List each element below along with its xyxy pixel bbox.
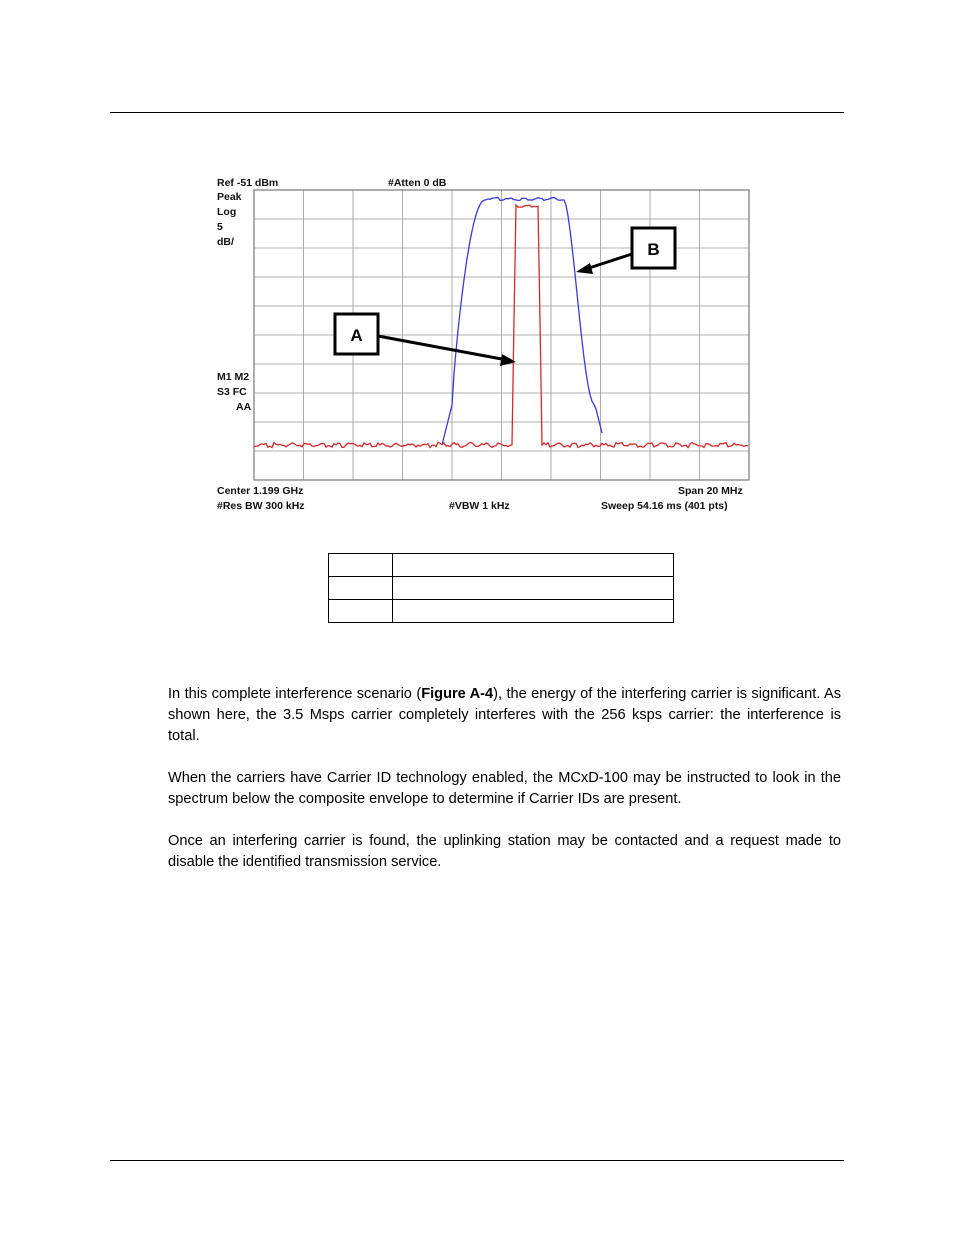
paragraph-carrier-id: When the carriers have Carrier ID technology enabled, the MCxD-100 may be instructed to look in the spectrum below the composite envelope to determine if Carrier IDs are present.: [168, 770, 841, 807]
spectrum-plot: [210, 170, 770, 520]
ref-level-label: Ref -51 dBm: [217, 177, 279, 189]
scale-value-label: 5: [217, 221, 223, 233]
markers-line2: S3 FC: [217, 386, 247, 398]
paragraph-uplink-contact: Once an interfering carrier is found, the uplinking station may be contacted and a request made to disable the identified transmission service.: [168, 833, 841, 870]
markers-line1: M1 M2: [217, 371, 250, 383]
table-row: [329, 600, 674, 623]
table-row: [329, 554, 674, 577]
figure-legend-table: [328, 553, 674, 623]
callout-b-label: B: [647, 240, 660, 259]
sweep-label: Sweep 54.16 ms (401 pts): [601, 500, 728, 512]
paragraph-interference-scenario: [168, 684, 841, 747]
scale-type-label: Log: [217, 206, 237, 218]
callout-a-label: A: [350, 326, 363, 345]
figure-reference: Figure A-4: [421, 686, 494, 702]
span-label: Span 20 MHz: [678, 485, 743, 497]
table-cell: [393, 554, 674, 577]
table-cell: [393, 577, 674, 600]
table-cell: [329, 554, 393, 577]
footer-rule: [110, 1160, 844, 1161]
detector-label: Peak: [217, 191, 242, 203]
table-cell: [393, 600, 674, 623]
table-cell: [329, 577, 393, 600]
table-cell: [329, 600, 393, 623]
header-rule: [110, 112, 844, 113]
vbw-label: #VBW 1 kHz: [449, 500, 510, 512]
markers-line3: AA: [236, 401, 252, 413]
paragraph-text: In this complete interference scenario (: [168, 686, 422, 702]
center-freq-label: Center 1.199 GHz: [217, 485, 304, 497]
table-row: [329, 577, 674, 600]
scale-unit-label: dB/: [217, 236, 234, 248]
res-bw-label: #Res BW 300 kHz: [217, 500, 305, 512]
paragraph-text: ), the energy of the interfering carrier is significant. As shown here, the 3.5 Msps carrier completely interferes with the 256 ksps carrier: the interference is total.: [168, 686, 841, 744]
spectrum-analyzer-figure: [210, 170, 770, 520]
atten-label: #Atten 0 dB: [388, 177, 447, 189]
